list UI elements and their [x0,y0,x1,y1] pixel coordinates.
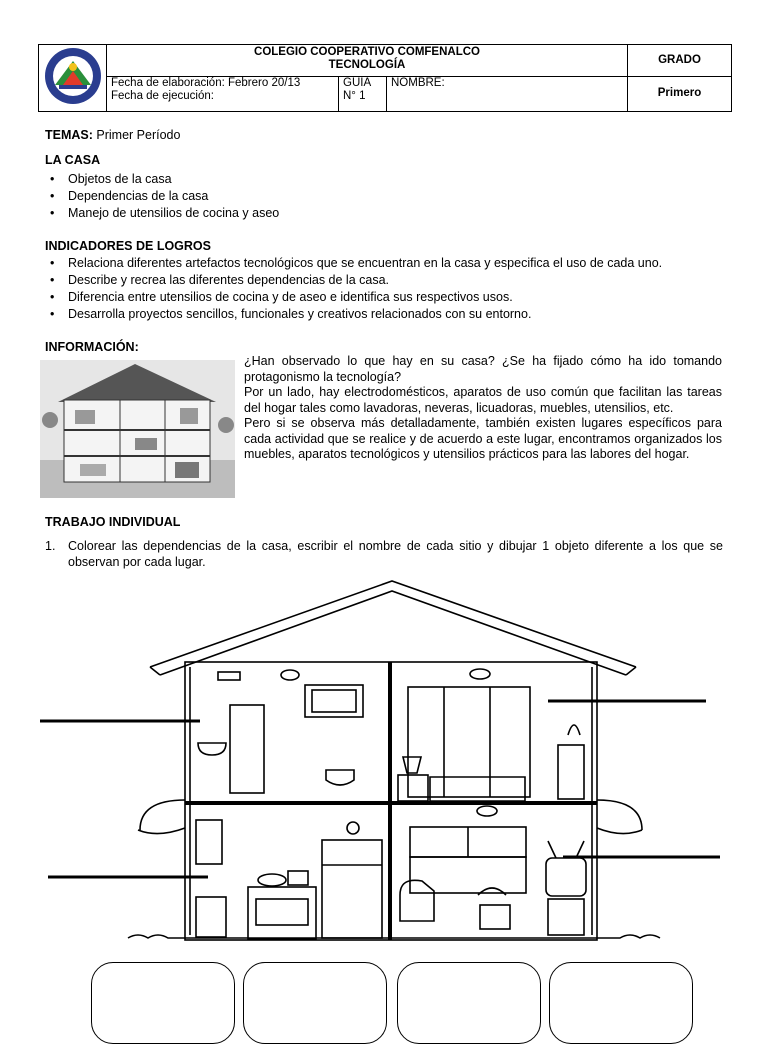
temas-line [45,128,180,142]
elaboration-date: Fecha de elaboración: Febrero 20/13 [111,76,301,89]
drawing-box-1[interactable] [91,962,235,1044]
guide-number: N° 1 [343,89,366,102]
house-cutaway-illustration [40,360,235,498]
list-item: • Dependencias de la casa [45,188,725,205]
instruction-text: Colorear las dependencias de la casa, escribir el nombre de cada sitio y dibujar 1 objeto diferente a los que se observan por cada lugar. [68,539,723,569]
header-table [38,44,732,112]
drawing-box-3[interactable] [397,962,541,1044]
logo-cell [39,45,107,112]
guide-label: GUIA [343,76,372,89]
school-title-cell [107,45,628,77]
list-item: • Diferencia entre utensilios de cocina y de aseo e identifica sus respectivos usos. [45,289,735,306]
temas-label: TEMAS: [45,128,93,142]
instruction-number: 1. [45,539,56,553]
list-item: • Manejo de utensilios de cocina y aseo [45,205,725,222]
grade-label: GRADO [628,45,732,77]
la-casa-list [45,171,725,222]
grade-value: Primero [628,76,732,111]
temas-value: Primer Período [96,128,181,142]
informacion-text [244,354,722,463]
list-item: • Objetos de la casa [45,171,725,188]
instruction-item [45,539,723,570]
list-item: • Desarrolla proyectos sencillos, funcionales y creativos relacionados con su entorno. [45,306,735,323]
trabajo-heading: TRABAJO INDIVIDUAL [45,515,181,529]
informacion-heading: INFORMACIÓN: [45,340,139,354]
execution-date: Fecha de ejecución: [111,89,214,102]
guide-cell [339,76,387,111]
subject-name: TECNOLOGÍA [328,59,406,71]
la-casa-heading: LA CASA [45,153,101,167]
drawing-box-2[interactable] [243,962,387,1044]
name-field[interactable]: NOMBRE: [387,76,628,111]
house-coloring-drawing [0,575,768,960]
school-logo-icon [43,45,103,107]
dates-cell [107,76,339,111]
indicadores-heading: INDICADORES DE LOGROS [45,239,211,253]
info-paragraph: Pero si se observa más detalladamente, también existen lugares específicos para cada actividad que se realice y de acuerdo a este lugar, encontramos organizados los muebles, aparatos tecnológicos y utensilios prácticos para las labores del hogar. [244,416,722,461]
list-item: • Relaciona diferentes artefactos tecnológicos que se encuentran en la casa y especifica el uso de cada uno. [45,255,735,272]
indicadores-list [45,255,735,323]
school-name: COLEGIO COOPERATIVO COMFENALCO [254,46,480,58]
info-paragraph: ¿Han observado lo que hay en su casa? ¿Se ha fijado cómo ha ido tomando protagonismo la tecnología? [244,354,722,384]
drawing-box-4[interactable] [549,962,693,1044]
list-item: • Describe y recrea las diferentes dependencias de la casa. [45,272,735,289]
info-paragraph: Por un lado, hay electrodomésticos, aparatos de uso común que facilitan las tareas del hogar tales como lavadoras, neveras, licuadoras, muebles, utensilios, etc. [244,385,722,415]
